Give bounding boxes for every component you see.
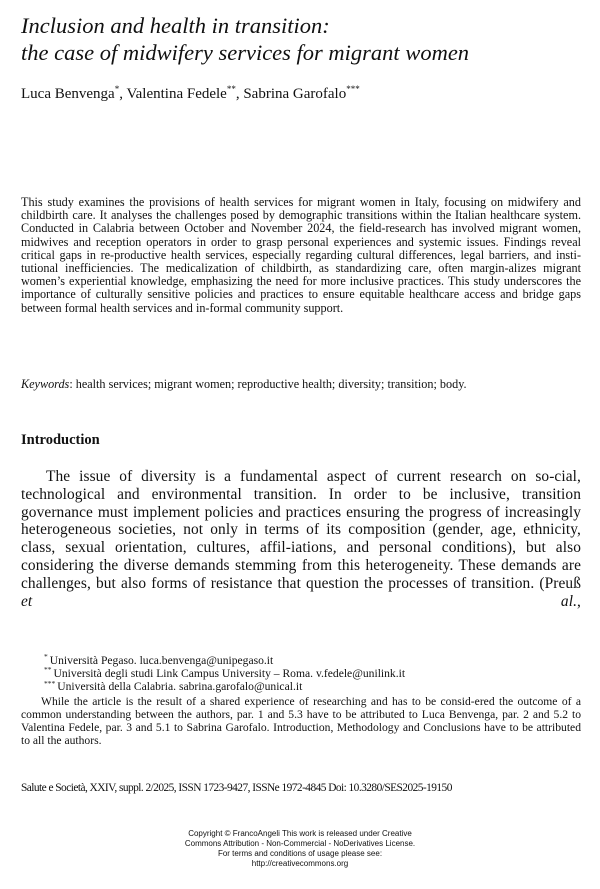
author-name: Valentina Fedele <box>126 86 227 102</box>
et-al: et al. <box>21 592 578 610</box>
footnote-text: Università della Calabria. sabrina.garofalo@unical.it <box>57 680 303 694</box>
footnote-text: Università Pegaso. luca.benvenga@unipegaso.it <box>49 654 274 667</box>
authorship-note: While the article is the result of a shared experience of researching and has to be consid-ered the outcome of a common understanding between the authors, par. 1 and 5.3 have to be attributed to Luca Benvenga, par. 2 and 5.2 to Valentina Fedele, par. 3 and 5.1 to Sabrina Garofalo. Introduction, Methodology and Conclusions have to be attributed to all the authors. <box>21 694 581 748</box>
author-list: Luca Benvenga*, Valentina Fedele**, Sabrina Garofalo*** <box>21 84 360 102</box>
author-mark: ** <box>226 84 236 94</box>
journal-citation: Salute e Società, XXIV, suppl. 2/2025, ISSN 1723-9427, ISSNe 1972-4845 Doi: 10.3280/SES2025-19150 <box>21 782 452 794</box>
copyright-line: Copyright © FrancoAngeli This work is released under Creative <box>188 829 412 838</box>
copyright-line: For terms and conditions of usage please see: <box>217 849 383 858</box>
paragraph-text: The issue of diversity is a fundamental aspect of current research on so-cial, technological and environmental transition. In order to be inclusive, transition governance must implement policies and practices ensuring the progress of increasingly heterogeneous societies, not only in terms of its composition (gender, age, ethnicity, class, sexual orientation, cultures, affil-iations, and personal conditions), but also considering the diverse demands stemming from this heterogeneity. These demands are challenges, but also forms of resistance that question the processes of transition. (Preuß <box>21 468 581 592</box>
introduction-paragraph <box>21 468 581 610</box>
author-mark: * <box>114 84 120 94</box>
license-link[interactable]: http://creativecommons.org <box>251 859 349 868</box>
footnote-mark: ** <box>44 665 52 675</box>
author-mark: *** <box>346 84 360 94</box>
footnote-text: Università degli studi Link Campus University – Roma. v.fedele@unilink.it <box>53 667 406 681</box>
article-title <box>21 12 591 66</box>
author-name: Luca Benvenga <box>21 86 115 102</box>
introduction-body <box>21 468 581 610</box>
footnote <box>21 654 581 667</box>
footnote <box>21 680 581 693</box>
footnote <box>21 667 581 680</box>
footnote-mark: * <box>44 652 48 662</box>
paragraph-tail: , <box>577 592 581 610</box>
title-line-1: Inclusion and health in transition: <box>21 13 330 38</box>
copyright-line: Commons Attribution - Non-Commercial - NoDerivatives License. <box>184 839 416 848</box>
section-heading-introduction: Introduction <box>21 432 100 448</box>
abstract: This study examines the provisions of health services for migrant women in Italy, focusing on midwifery and childbirth care. It analyses the challenges posed by demographic transitions within the Italian healthcare system. Conducted in Calabria between October and November 2024, the field-research has involved migrant women, midwives and reception operators in order to grasp personal experiences and systemic issues. Findings reveal critical gaps in re-productive health services, especially regarding cultural differences, legal barriers, and insti-tutional inefficiencies. The medicalization of childbirth, as standardizing care, often margin-alizes migrant women’s experiential knowledge, emphasizing the need for more inclusive practices. This study underscores the importance of culturally sensitive policies and practices to ensure equitable healthcare access and bridge gaps between formal health services and in-formal community support. <box>21 195 581 315</box>
keywords-text: : health services; migrant women; reproductive health; diversity; transition; body. <box>69 377 467 391</box>
copyright-notice <box>120 829 480 869</box>
author-name: Sabrina Garofalo <box>243 86 347 102</box>
footnote-mark: *** <box>44 678 56 688</box>
keywords-label: Keywords <box>21 377 70 391</box>
footnotes <box>21 654 581 747</box>
title-line-2: the case of midwifery services for migrant women <box>21 40 470 65</box>
keywords <box>21 377 591 391</box>
